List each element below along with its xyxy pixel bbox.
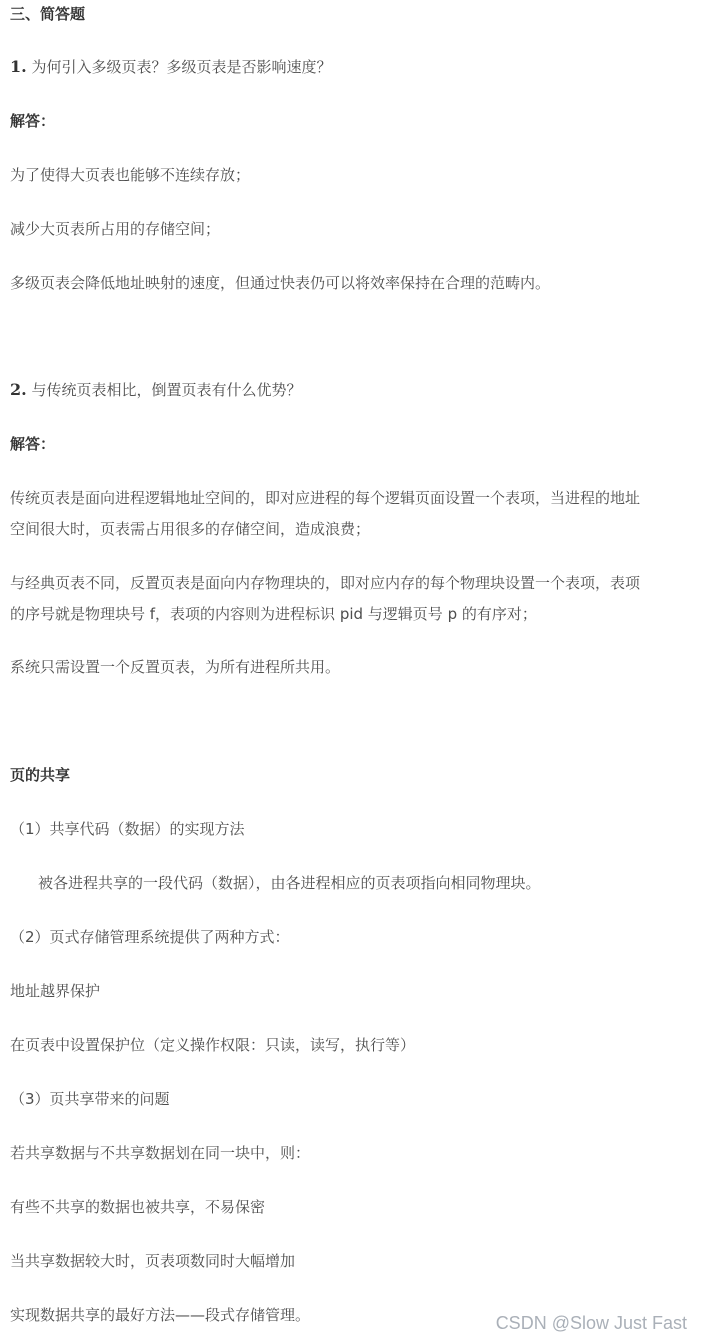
question-2-para-1-line-2: 空间很大时，页表需占用很多的存储空间，造成浪费； <box>10 520 371 538</box>
sharing-item-2-b: 在页表中设置保护位（定义操作权限：只读，读写，执行等） <box>10 1036 416 1054</box>
sharing-heading: 页的共享 <box>10 766 71 784</box>
question-1-text: 为何引入多级页表？多级页表是否影响速度？ <box>26 58 332 76</box>
sharing-item-3-d: 实现数据共享的最好方法——段式存储管理。 <box>10 1306 311 1324</box>
question-1-number: 1. <box>10 57 27 76</box>
sharing-item-3-c: 当共享数据较大时，页表项数同时大幅增加 <box>10 1252 296 1270</box>
sharing-item-3-title: （3）页共享带来的问题 <box>10 1090 170 1108</box>
question-1 <box>10 57 331 77</box>
section-heading: 三、简答题 <box>10 5 86 23</box>
question-1-answer-3: 多级页表会降低地址映射的速度，但通过快表仍可以将效率保持在合理的范畴内。 <box>10 274 551 292</box>
sharing-item-1-body: 被各进程共享的一段代码（数据），由各进程相应的页表项指向相同物理块。 <box>38 874 541 892</box>
question-2-para-2-line-1: 与经典页表不同，反置页表是面向内存物理块的，即对应内存的每个物理块设置一个表项，表项 <box>10 574 641 592</box>
question-2-number: 2. <box>10 380 27 399</box>
question-2 <box>10 380 301 400</box>
question-2-text: 与传统页表相比，倒置页表有什么优势？ <box>26 381 302 399</box>
question-1-answer-2: 减少大页表所占用的存储空间； <box>10 220 221 238</box>
question-1-answer-1: 为了使得大页表也能够不连续存放； <box>10 166 251 184</box>
sharing-item-2-a: 地址越界保护 <box>10 982 101 1000</box>
question-2-para-1-line-1: 传统页表是面向进程逻辑地址空间的，即对应进程的每个逻辑页面设置一个表项，当进程的地址 <box>10 489 641 507</box>
sharing-item-3-a: 若共享数据与不共享数据划在同一块中，则： <box>10 1144 311 1162</box>
sharing-item-1-title: （1）共享代码（数据）的实现方法 <box>10 820 245 838</box>
sharing-item-3-b: 有些不共享的数据也被共享，不易保密 <box>10 1198 266 1216</box>
question-2-para-3: 系统只需设置一个反置页表，为所有进程所共用。 <box>10 658 341 676</box>
question-2-para-2-line-2: 的序号就是物理块号 f，表项的内容则为进程标识 pid 与逻辑页号 p 的有序对； <box>10 605 537 623</box>
question-2-answer-label: 解答： <box>10 435 56 453</box>
sharing-item-2-title: （2）页式存储管理系统提供了两种方式： <box>10 928 290 946</box>
csdn-watermark: CSDN @Slow Just Fast <box>495 1313 687 1333</box>
question-1-answer-label: 解答： <box>10 112 56 130</box>
